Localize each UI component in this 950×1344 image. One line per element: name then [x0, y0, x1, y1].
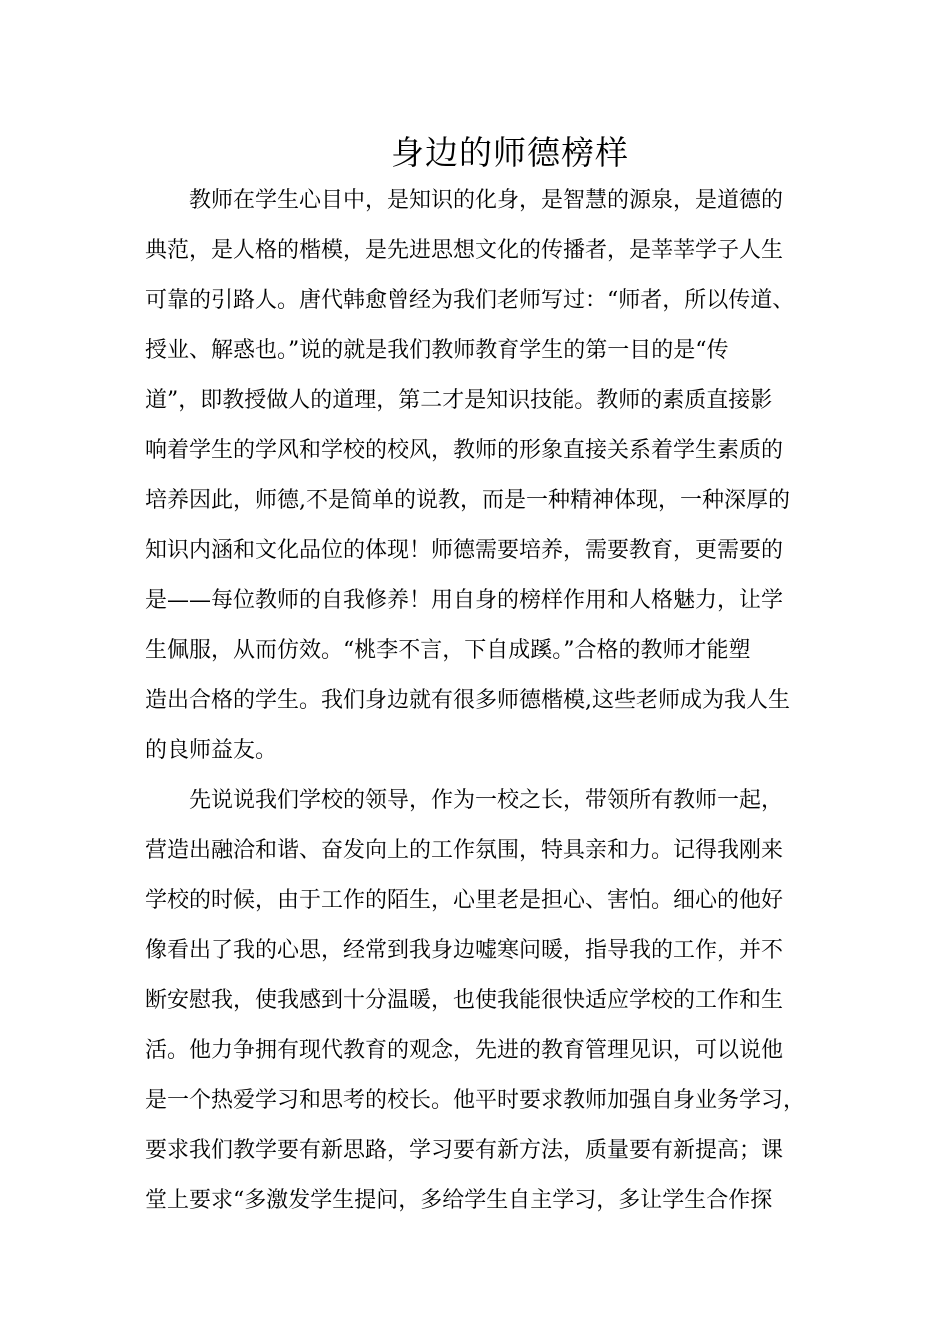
paragraph-1-line-6: 响着学生的学风和学校的校风，教师的形象直接关系着学生素质的: [145, 438, 784, 463]
paragraph-2-line-2: 营造出融洽和谐、奋发向上的工作氛围，特具亲和力。记得我刚来: [145, 838, 784, 863]
paragraph-2-line-3: 学校的时候，由于工作的陌生，心里老是担心、害怕。细心的他好: [145, 888, 784, 913]
paragraph-1-line-3: 可靠的引路人。唐代韩愈曾经为我们老师写过：“师者，所以传道、: [145, 288, 795, 313]
paragraph-1-line-11: 造出合格的学生。我们身边就有很多师德楷模,这些老师成为我人生: [145, 688, 790, 713]
paragraph-2-line-8: 要求我们教学要有新思路，学习要有新方法，质量要有新提高；课: [145, 1138, 784, 1163]
paragraph-2-line-7: 是一个热爱学习和思考的校长。他平时要求教师加强自身业务学习，: [145, 1088, 806, 1113]
paragraph-2-line-5: 断安慰我，使我感到十分温暖，也使我能很快适应学校的工作和生: [145, 988, 784, 1013]
paragraph-1-line-4: 授业、解惑也。”说的就是我们教师教育学生的第一目的是“传: [145, 338, 729, 363]
paragraph-1-line-12: 的良师益友。: [145, 738, 278, 763]
paragraph-2-line-6: 活。他力争拥有现代教育的观念，先进的教育管理见识，可以说他: [145, 1038, 784, 1063]
paragraph-1-line-1: 教师在学生心目中，是知识的化身，是智慧的源泉，是道德的: [189, 188, 784, 213]
paragraph-2-line-4: 像看出了我的心思，经常到我身边嘘寒问暖，指导我的工作，并不: [145, 938, 784, 963]
paragraph-2-line-1: 先说说我们学校的领导，作为一校之长，带领所有教师一起，: [189, 788, 784, 813]
document-title: 身边的师德榜样: [391, 133, 629, 172]
paragraph-1-line-10: 生佩服，从而仿效。“桃李不言，下自成蹊。”合格的教师才能塑: [145, 638, 751, 663]
paragraph-1-line-2: 典范，是人格的楷模，是先进思想文化的传播者，是莘莘学子人生: [145, 238, 784, 263]
paragraph-2-line-9: 堂上要求“多激发学生提问，多给学生自主学习，多让学生合作探: [145, 1188, 773, 1213]
paragraph-1-line-7: 培养因此，师德,不是简单的说教，而是一种精神体现，一种深厚的: [145, 488, 790, 513]
paragraph-1-line-8: 知识内涵和文化品位的体现！师德需要培养，需要教育，更需要的: [145, 538, 784, 563]
paragraph-1-line-9: 是——每位教师的自我修养！用自身的榜样作用和人格魅力，让学: [145, 588, 784, 613]
paragraph-1-line-5: 道”，即教授做人的道理，第二才是知识技能。教师的素质直接影: [145, 388, 773, 413]
